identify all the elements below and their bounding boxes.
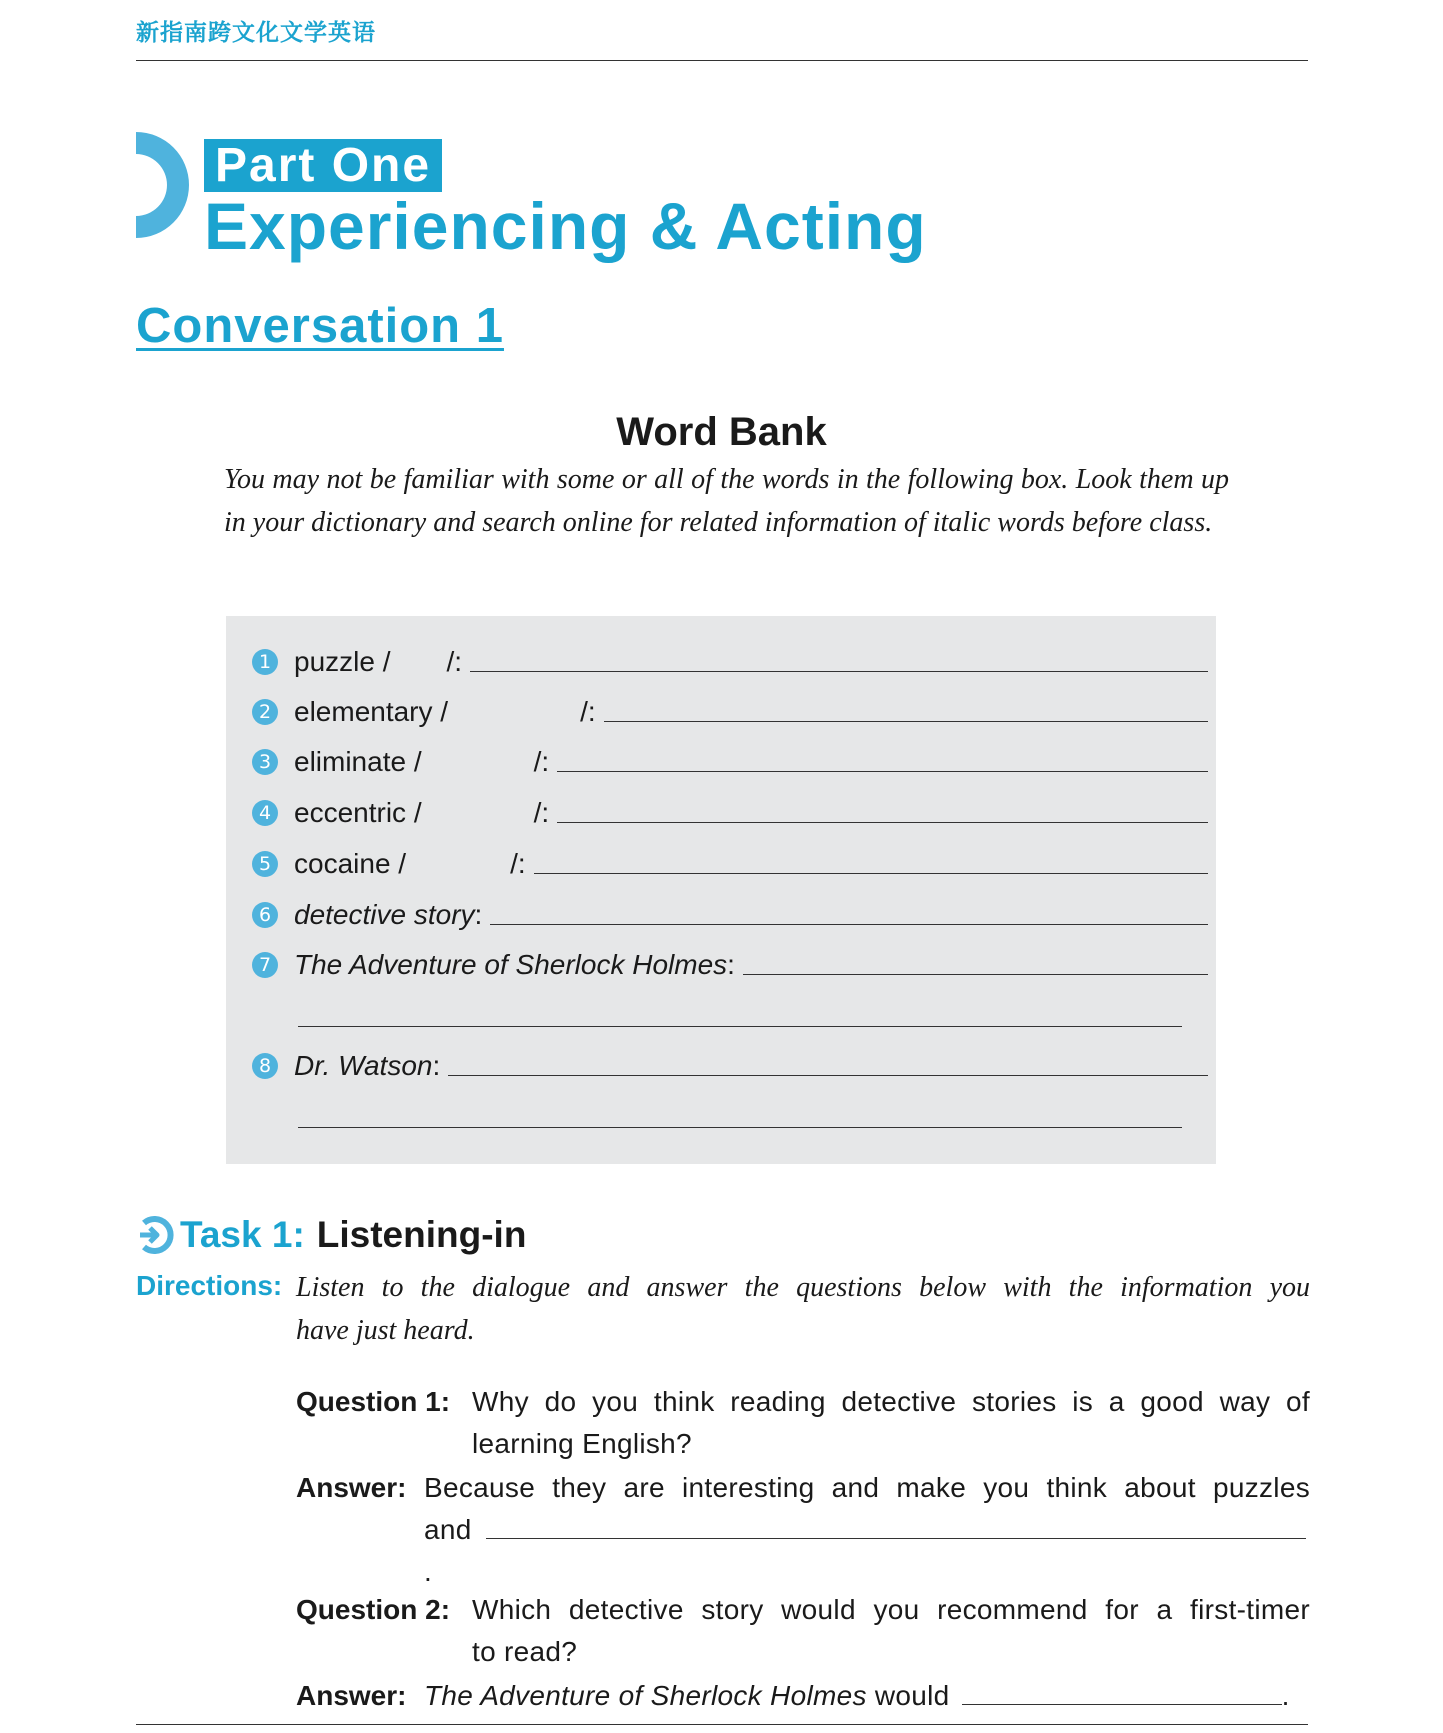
task-heading	[136, 1214, 526, 1256]
answer-blank[interactable]	[448, 1075, 1208, 1076]
question-2-line-2: to read?	[472, 1636, 578, 1667]
question-2-label: Question 2:	[296, 1594, 451, 1625]
word-bank-item	[252, 1044, 1208, 1082]
answer-blank[interactable]	[557, 771, 1208, 772]
number-badge: 6	[252, 902, 278, 928]
answer-1-end: .	[424, 1556, 433, 1587]
word-bank-box	[226, 616, 1216, 1164]
word-bank-item	[252, 690, 1208, 728]
footer-divider	[136, 1724, 1308, 1725]
part-bracket-icon	[112, 132, 192, 238]
question-2-line-1: Which detective story would you recommend for a first-timer	[472, 1594, 1310, 1625]
phonetic-slash: /:	[533, 746, 550, 777]
answer-2-end: .	[1281, 1680, 1290, 1711]
word-bank-term: puzzle /	[294, 646, 391, 677]
number-badge: 3	[252, 749, 278, 775]
answer-2-italic-title: The Adventure of Sherlock Holmes	[424, 1680, 867, 1711]
number-badge: 5	[252, 851, 278, 877]
word-bank-item	[252, 893, 1208, 931]
question-1-line-1: Why do you think reading detective stories is a good way of	[472, 1386, 1310, 1417]
word-bank-item	[252, 740, 1208, 778]
word-bank-item	[252, 842, 1208, 880]
number-badge: 4	[252, 800, 278, 826]
answer-blank[interactable]	[490, 924, 1208, 925]
phonetic-slash: /:	[580, 696, 596, 727]
question-2-text	[472, 1589, 1310, 1673]
task-title: Listening-in	[316, 1214, 527, 1255]
word-bank-term: The Adventure of Sherlock Holmes	[294, 949, 728, 980]
answer-2-label: Answer:	[296, 1680, 407, 1711]
answer-blank[interactable]	[470, 671, 1208, 672]
part-title: Experiencing & Acting	[204, 189, 927, 263]
conversation-title: Conversation 1	[136, 299, 504, 353]
answer-blank[interactable]	[534, 873, 1208, 874]
answer-1-label: Answer:	[296, 1472, 407, 1503]
answer-blank[interactable]	[604, 721, 1208, 722]
directions-line-1: Listen to the dialogue and answer the questions below with the information you	[296, 1272, 1310, 1303]
word-bank-item	[252, 791, 1208, 829]
word-bank-term: detective story	[294, 899, 475, 930]
phonetic-slash: /:	[510, 848, 526, 879]
word-bank-term: elementary /	[294, 696, 449, 727]
part-label: Part One	[204, 139, 442, 192]
word-bank-intro: You may not be familiar with some or all of the words in the following box. Look them up in your dictionary and search online for related information of italic words before class.	[224, 464, 1229, 538]
word-bank-term: eccentric /	[294, 797, 422, 828]
phonetic-slash: /:	[446, 646, 463, 677]
question-1-line-2: learning English?	[472, 1428, 692, 1459]
directions-text	[296, 1266, 1310, 1352]
word-bank-item	[252, 943, 1208, 981]
answer-blank[interactable]	[557, 822, 1208, 823]
answer-1-line-2: and	[424, 1514, 472, 1545]
word-bank-term: eliminate /	[294, 746, 422, 777]
answer-1-line-1: Because they are interesting and make you think about puzzles	[424, 1472, 1310, 1503]
answer-2-text	[424, 1675, 1310, 1717]
book-title: 新指南跨文化文学英语	[136, 20, 376, 46]
word-bank-title: Word Bank	[616, 410, 827, 454]
answer-1-blank[interactable]	[486, 1516, 1306, 1539]
number-badge: 1	[252, 649, 278, 675]
answer-blank-continuation[interactable]	[298, 1026, 1182, 1027]
number-badge: 8	[252, 1053, 278, 1079]
header-divider	[136, 60, 1308, 61]
number-badge: 7	[252, 952, 278, 978]
answer-2-rest: would	[866, 1680, 950, 1711]
answer-2-blank[interactable]	[962, 1682, 1282, 1705]
task-label: Task 1:	[180, 1214, 305, 1255]
term-colon: :	[474, 899, 483, 930]
directions-label: Directions:	[136, 1270, 283, 1301]
term-colon: :	[432, 1050, 441, 1081]
word-bank-item	[252, 640, 1208, 678]
word-bank-term: cocaine /	[294, 848, 407, 879]
word-bank-term: Dr. Watson	[294, 1050, 433, 1081]
arrow-right-circle-icon	[136, 1216, 174, 1254]
term-colon: :	[727, 949, 735, 980]
phonetic-slash: /:	[533, 797, 550, 828]
answer-blank-continuation[interactable]	[298, 1127, 1182, 1128]
answer-1-text	[424, 1467, 1310, 1593]
directions-line-2: have just heard.	[296, 1315, 475, 1346]
number-badge: 2	[252, 699, 278, 725]
question-1-text	[472, 1381, 1310, 1465]
answer-blank[interactable]	[743, 974, 1208, 975]
question-1-label: Question 1:	[296, 1386, 451, 1417]
